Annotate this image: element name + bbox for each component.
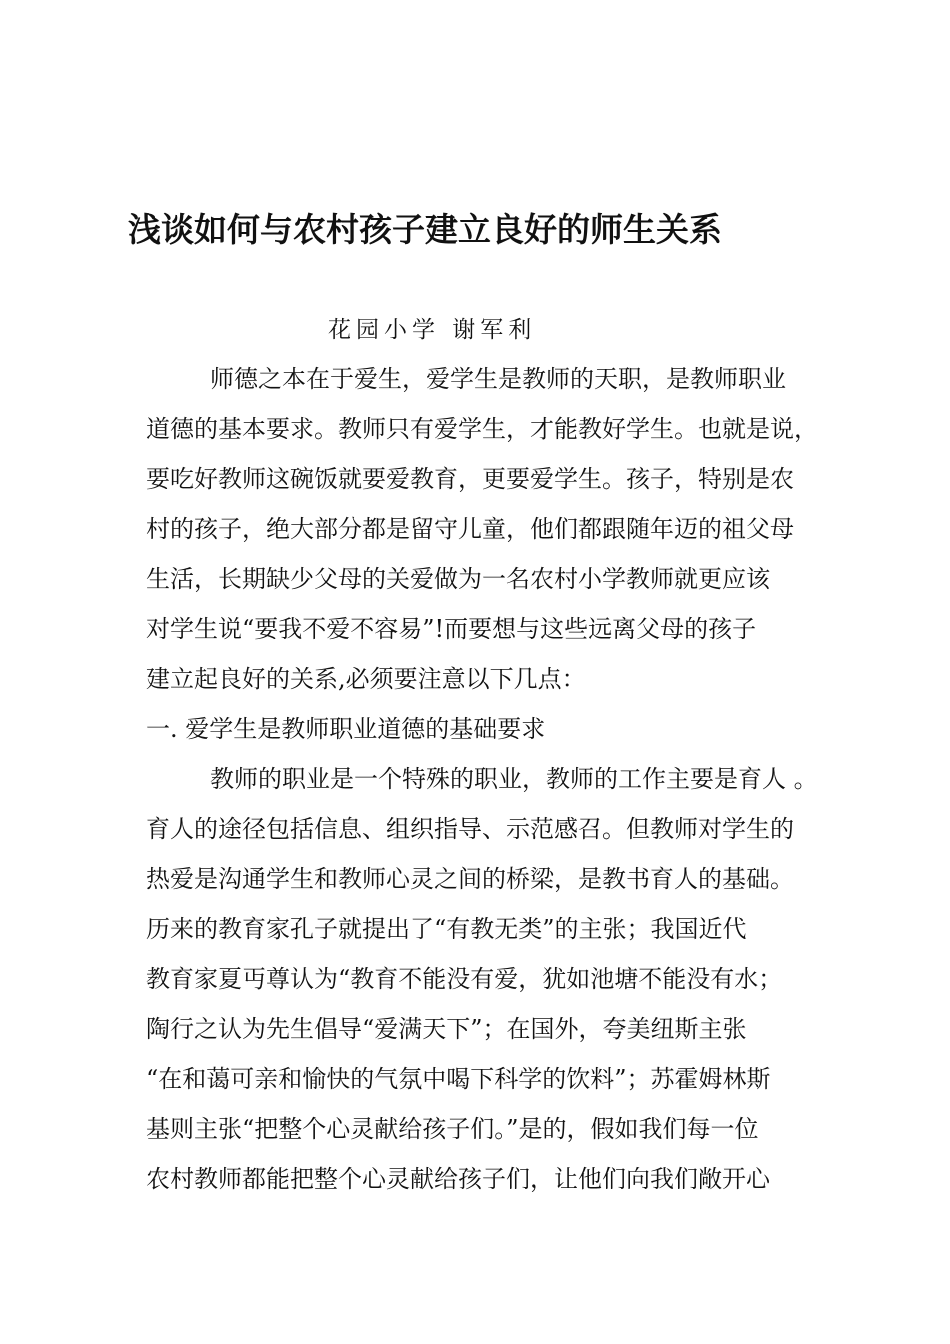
paragraph-line: 教育家夏丏尊认为“教育不能没有爱，犹如池塘不能没有水； [146,965,783,993]
author-byline: 花园小学 谢军利 [328,317,537,343]
paragraph-line: 对学生说“要我不爱不容易”!而要想与这些远离父母的孩子 [146,615,757,643]
section-heading: 一. 爱学生是教师职业道德的基础要求 [146,715,546,743]
paragraph-line: 基则主张“把整个心灵献给孩子们。”是的，假如我们每一位 [146,1115,759,1143]
paragraph-line: 生活，长期缺少父母的关爱做为一名农村小学教师就更应该 [146,565,770,593]
paragraph-line: “在和蔼可亲和愉快的气氛中喝下科学的饮料”；苏霍姆林斯 [146,1065,771,1093]
paragraph-line: 热爱是沟通学生和教师心灵之间的桥梁，是教书育人的基础。 [146,865,794,893]
paragraph-line: 建立起良好的关系,必须要注意以下几点： [146,665,586,693]
paragraph-line: 要吃好教师这碗饭就要爱教育，更要爱学生。孩子，特别是农 [146,465,794,493]
paragraph-line: 历来的教育家孔子就提出了“有教无类”的主张；我国近代 [146,915,747,943]
document-title: 浅谈如何与农村孩子建立良好的师生关系 [128,210,722,249]
paragraph-line: 村的孩子，绝大部分都是留守儿童，他们都跟随年迈的祖父母 [146,515,794,543]
paragraph-line: 农村教师都能把整个心灵献给孩子们，让他们向我们敞开心 [146,1165,770,1193]
paragraph-line: 教师的职业是一个特殊的职业，教师的工作主要是育人 。 [210,765,818,793]
paragraph-line: 陶行之认为先生倡导“爱满天下”；在国外，夸美纽斯主张 [146,1015,747,1043]
paragraph-line: 育人的途径包括信息、组织指导、示范感召。但教师对学生的 [146,815,794,843]
paragraph-line: 师德之本在于爱生，爱学生是教师的天职，是教师职业 [210,365,786,393]
paragraph-line: 道德的基本要求。教师只有爱学生，才能教好学生。也就是说， [146,415,818,443]
